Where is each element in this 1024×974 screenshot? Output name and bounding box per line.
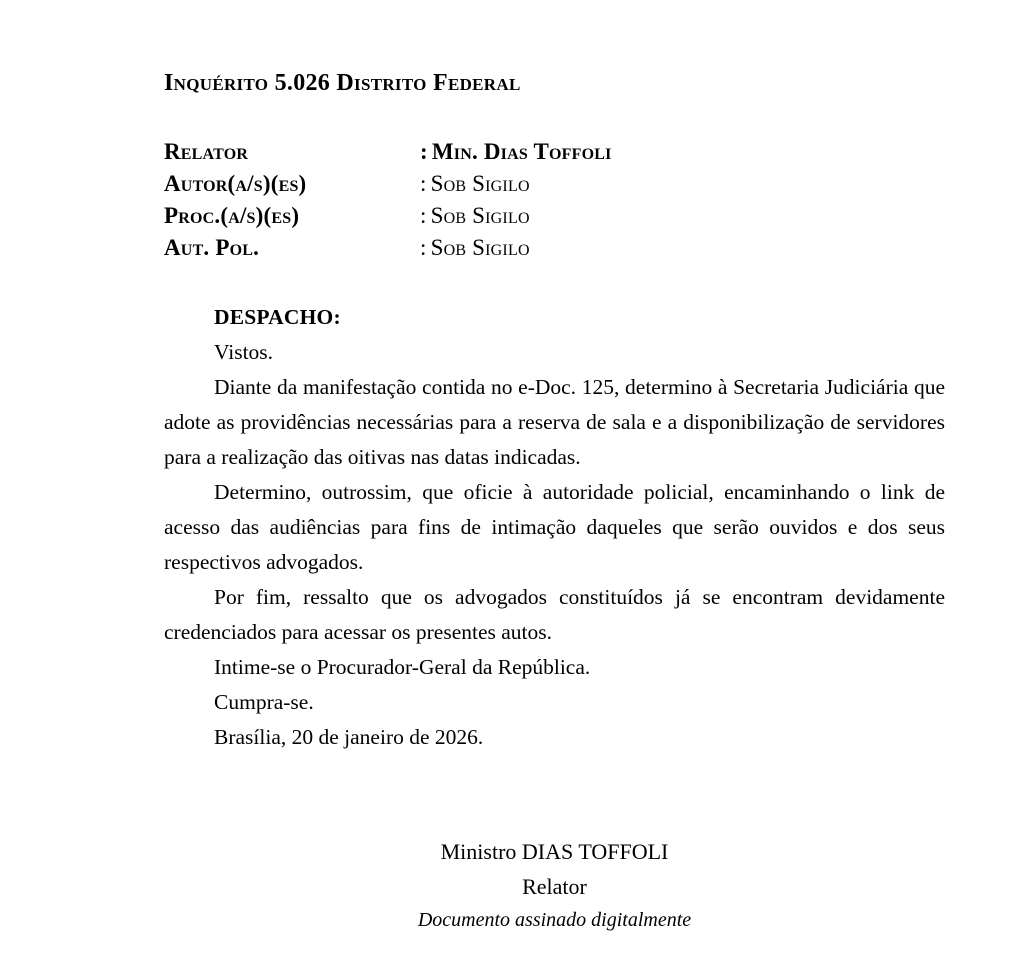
- table-row: [164, 136, 684, 168]
- party-separator: :: [420, 203, 427, 228]
- party-value-text: Min. Dias Toffoli: [431, 139, 612, 164]
- table-row: [164, 232, 684, 264]
- party-separator: :: [420, 171, 427, 196]
- party-value: [420, 200, 684, 232]
- closing-line-date: Brasília, 20 de janeiro de 2026.: [214, 725, 484, 749]
- parties-table: [164, 136, 684, 264]
- party-label: Autor(a/s)(es): [164, 171, 307, 196]
- opening-line: Vistos.: [214, 340, 274, 364]
- closing-line-intimese: Intime-se o Procurador-Geral da República.: [214, 655, 591, 679]
- body-paragraph-3: Por fim, ressalto que os advogados constituídos já se encontram devidamente credenciados para acessar os presentes autos.: [164, 585, 945, 644]
- party-value: [420, 168, 684, 200]
- party-separator: :: [420, 139, 428, 164]
- party-value-text: Sob Sigilo: [430, 203, 530, 228]
- party-value: [420, 136, 684, 168]
- signature-name: Ministro DIAS TOFFOLI: [440, 839, 669, 864]
- closing-line-cumprase: Cumpra-se.: [214, 690, 314, 714]
- signature-block: [164, 834, 945, 937]
- digital-signature-note: Documento assinado digitalmente: [417, 909, 692, 931]
- despacho-heading: DESPACHO:: [214, 305, 341, 329]
- signature-role: Relator: [522, 874, 587, 899]
- table-row: [164, 168, 684, 200]
- party-label: Aut. Pol.: [164, 235, 260, 260]
- body-paragraph-2: Determino, outrossim, que oficie à autoridade policial, encaminhando o link de acesso das audiências para fins de intimação daqueles que serão ouvidos e dos seus respectivos advogados.: [164, 480, 945, 574]
- party-value: [420, 232, 684, 264]
- table-row: [164, 200, 684, 232]
- party-value-text: Sob Sigilo: [430, 235, 530, 260]
- party-value-text: Sob Sigilo: [430, 171, 530, 196]
- document-body: [164, 300, 945, 755]
- case-title: Inquérito 5.026 Distrito Federal: [164, 70, 521, 96]
- party-label: Relator: [164, 139, 249, 164]
- party-separator: :: [420, 235, 427, 260]
- party-label: Proc.(a/s)(es): [164, 203, 300, 228]
- body-paragraph-1: Diante da manifestação contida no e-Doc. 125, determino à Secretaria Judiciária que adote as providências necessárias para a reserva de sala e a disponibilização de servidores para a realização das oitivas nas datas indicadas.: [164, 375, 945, 469]
